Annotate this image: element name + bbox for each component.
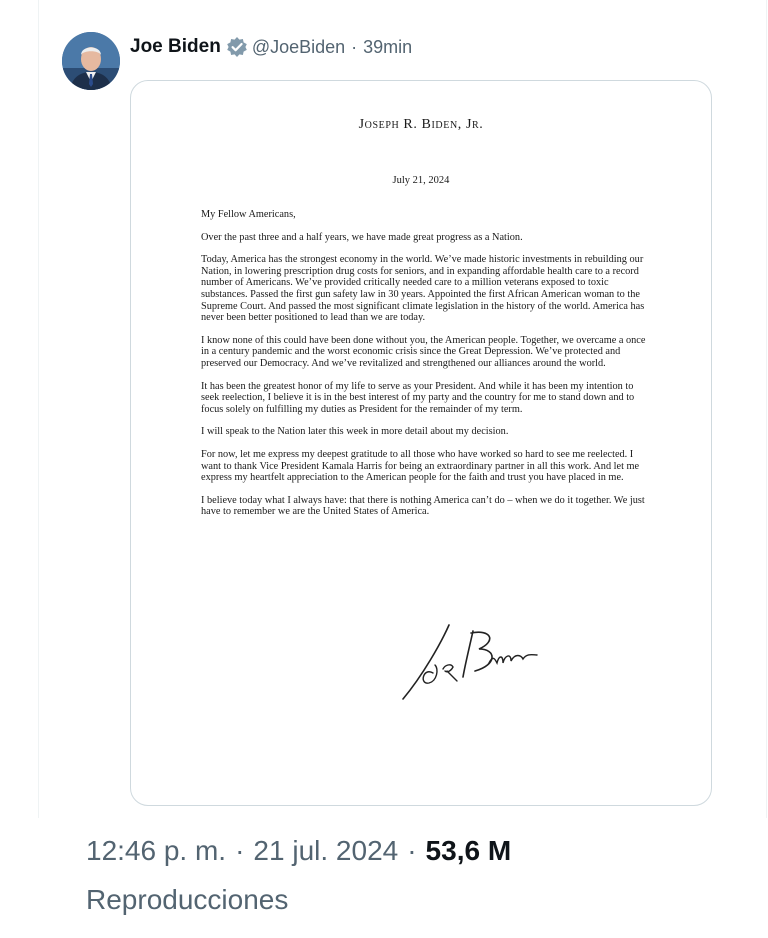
letter-paragraph: I believe today what I always have: that there is nothing America can’t do – when we do it together. We just have to remember we are the United States of America. [201,494,645,518]
letterhead: Joseph R. Biden, Jr. [358,117,484,132]
tweet-time[interactable]: 12:46 p. m. [86,835,227,866]
letter-body [201,209,651,529]
letter-paragraph: I will speak to the Nation later this week in more detail about my decision. [201,426,509,438]
meta-separator: · [407,835,417,866]
letter-paragraph: It has been the greatest honor of my life to serve as your President. And while it has been my intention to seek reelection, I believe it is in the best interest of my party and the country for me to stand down and to focus solely on fulfilling my duties as President for the remainder of my term. [201,380,635,415]
verified-badge-icon [226,36,248,58]
tweet-time-ago[interactable]: 39min [363,36,413,57]
meta-separator: · [235,835,245,866]
letter-date: July 21, 2024 [392,175,450,186]
views-label: Reproducciones [86,884,289,915]
tweet-date[interactable]: 21 jul. 2024 [253,835,399,866]
letter-paragraph: Today, America has the strongest economy in the world. We’ve made historic investments in rebuilding our Nation, in lowering prescription drug costs for seniors, and in expanding affordable health care to a record number of Americans. We’ve provided critically needed care to a million veterans exposed to toxic substances. Passed the first gun safety law in 30 years. Appointed the first African American woman to the Supreme Court. And passed the most significant climate legislation in the history of the world. America has never been better positioned to lead than we are today. [201,254,645,324]
display-name[interactable]: Joe Biden [130,36,221,57]
signature [393,619,553,701]
timeline-right-border [766,0,767,818]
letter-document [131,81,711,805]
tweet-media-card[interactable] [130,80,712,806]
tweet-meta [86,835,511,867]
timeline-left-border [38,0,39,818]
letter-paragraph: For now, let me express my deepest gratitude to all those who have worked so hard to see me reelected. I want to thank Vice President Kamala Harris for being an extraordinary partner in all this work. And let me express my heartfelt appreciation to the American people for the faith and trust you have placed in me. [201,448,640,484]
views-count[interactable]: 53,6 M [425,835,512,866]
avatar[interactable] [62,32,120,90]
header-separator: · [351,36,358,57]
letter-salutation: My Fellow Americans, [201,209,296,220]
letter-paragraph: I know none of this could have been done without you, the American people. Together, we overcame a once in a century pandemic and the worst economic crisis since the Great Depression. We’ve protected and preserved our Democracy. And we’ve revitalized and strengthened our alliances around the world. [201,334,646,369]
user-handle[interactable]: @JoeBiden [251,36,346,57]
letter-paragraph: Over the past three and a half years, we have made great progress as a Nation. [201,231,523,243]
tweet-header [130,34,412,60]
